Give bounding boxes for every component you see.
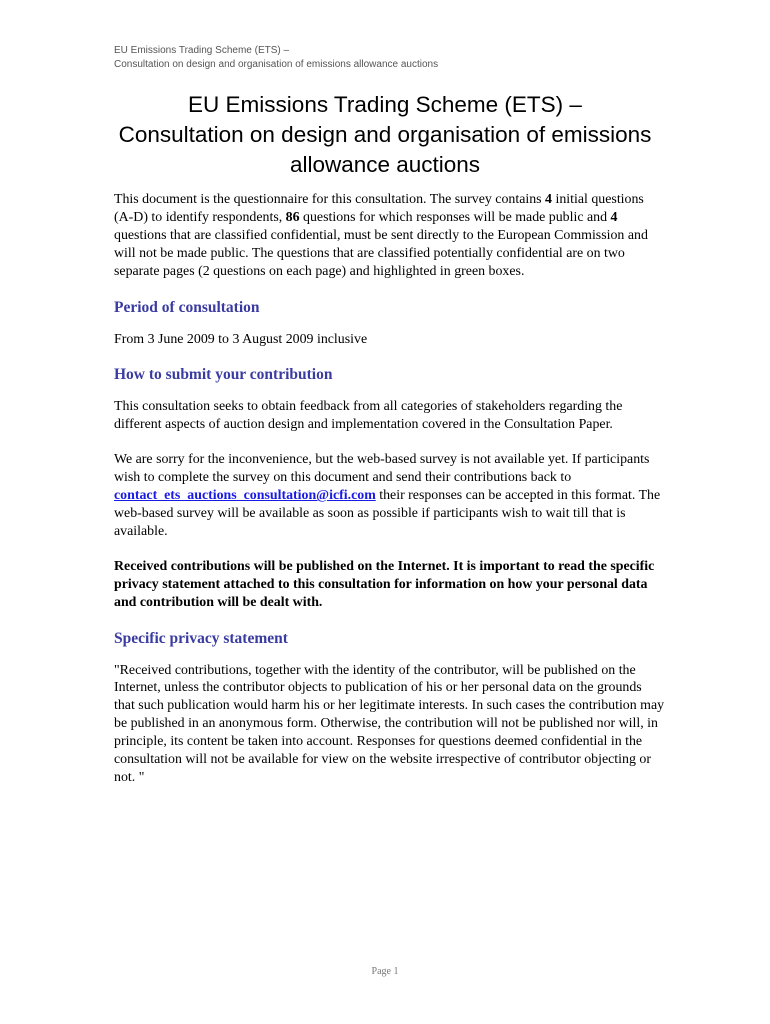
document-title — [60, 90, 710, 180]
document-title-line-3: allowance auctions — [289, 152, 481, 177]
running-header-line-2: Consultation on design and organisation of emissions allowance auctions — [114, 59, 439, 70]
initial-questions-count: 4 — [545, 192, 552, 207]
submit-paragraph-2-after: their responses can be accepted in this format. The web-based survey will be available as soon as possible if participants wish to wait till that is available. — [114, 488, 661, 539]
contact-email-link[interactable]: contact_ets_auctions_consultation@icfi.com — [114, 488, 376, 504]
document-title-line-2: Consultation on design and organisation of emissions — [118, 122, 652, 147]
privacy-heading: Specific privacy statement — [114, 629, 288, 647]
confidential-questions-count: 4 — [610, 209, 618, 225]
public-questions-count: 86 — [285, 209, 300, 225]
submit-paragraph-2 — [114, 451, 666, 541]
page-number: Page 1 — [371, 966, 399, 977]
intro-paragraph — [114, 191, 666, 281]
document-body — [114, 191, 666, 787]
submit-paragraph-2-before: We are sorry for the inconvenience, but the web-based survey is not available yet. If participants wish to complete the survey on this document and send their contributions back to — [114, 452, 650, 486]
privacy-text: "Received contributions, together with the identity of the contributor, will be published on the Internet, unless the contributor objects to publication of his or her personal data on the grounds that such publication would harm his or her legitimate interests. In such cases the contribution may be published in an anonymous form. Otherwise, the contribution will not be published nor will, in principle, its content be taken into account. Responses for questions deemed confidential in the consultation will not be available for view on the website irrespective of contributor objecting or not. " — [114, 662, 665, 785]
running-header-line-1: EU Emissions Trading Scheme (ETS) – — [114, 45, 290, 56]
document-title-line-1: EU Emissions Trading Scheme (ETS) – — [188, 92, 582, 117]
intro-text-3: questions for which responses will be made public and — [299, 209, 611, 225]
period-text: From 3 June 2009 to 3 August 2009 inclusive — [114, 331, 368, 347]
publication-notice: Received contributions will be published on the Internet. It is important to read the specific privacy statement attached to this consultation for information on how your personal data and contribution will be dealt with. — [114, 558, 655, 610]
submit-paragraph-1: This consultation seeks to obtain feedback from all categories of stakeholders regarding the different aspects of auction design and implementation covered in the Consultation Paper. — [114, 399, 623, 433]
intro-text-4: questions that are classified confidential, must be sent directly to the European Commission and will not be made public. The questions that are classified potentially confidential are on two separate pages (2 questions on each page) and highlighted in green boxes. — [114, 227, 648, 279]
submit-heading: How to submit your contribution — [114, 366, 333, 384]
intro-text-2: initial questions (A-D) to identify respondents, — [114, 192, 644, 225]
period-heading: Period of consultation — [114, 298, 260, 316]
running-header — [114, 44, 438, 72]
intro-text-1: This document is the questionnaire for this consultation. The survey contains — [114, 192, 546, 207]
